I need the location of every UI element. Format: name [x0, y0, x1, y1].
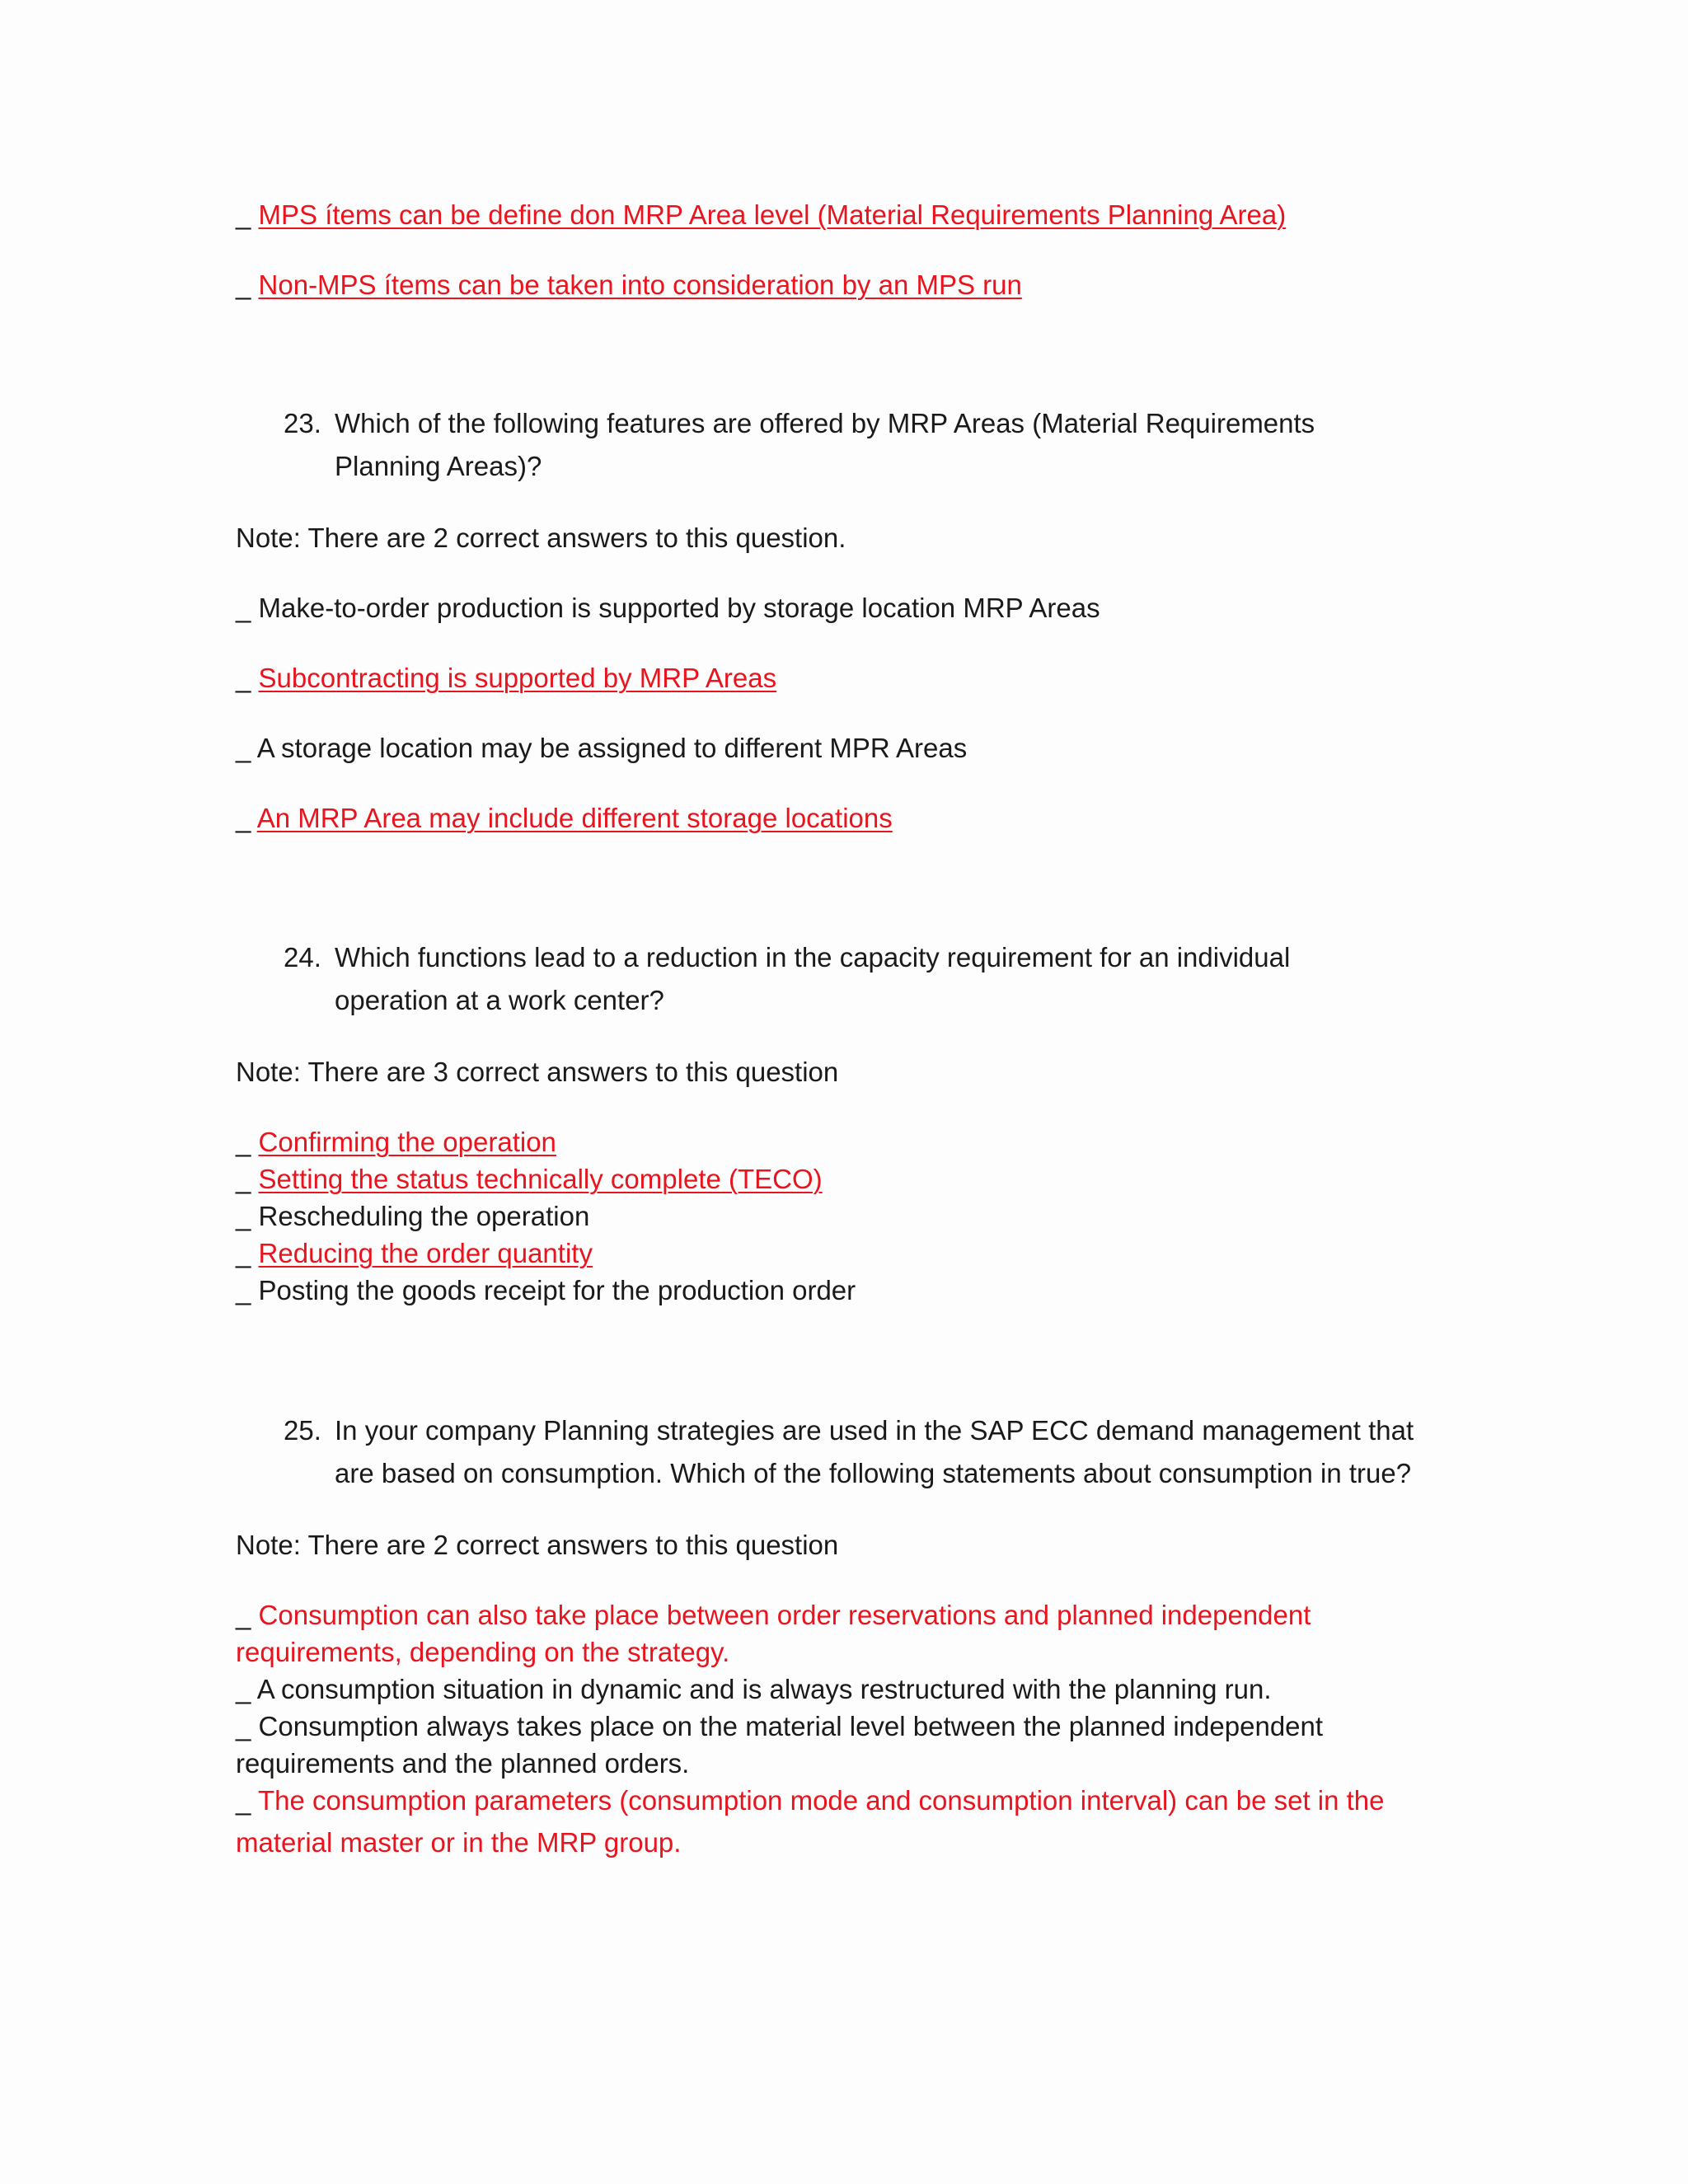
- question-text-line1: Which functions lead to a reduction in the capacity requirement for an individual: [335, 942, 1291, 972]
- question-number: 25.: [284, 1415, 321, 1446]
- question-note: Note: There are 2 correct answers to this question.: [236, 523, 846, 553]
- option-prefix: _: [236, 663, 259, 693]
- q23-option-3: [236, 729, 967, 766]
- q25-option-2: [236, 1671, 1272, 1708]
- option-text-correct: Setting the status technically complete (TECO): [258, 1164, 823, 1194]
- question-text-line2: operation at a work center?: [335, 985, 664, 1015]
- prev-option-2: [236, 266, 1022, 303]
- question-note: Note: There are 3 correct answers to this question: [236, 1057, 839, 1087]
- option-prefix: _: [236, 733, 257, 763]
- option-text: Posting the goods receipt for the production order: [258, 1275, 856, 1305]
- option-prefix: _: [236, 1275, 259, 1305]
- question-note: Note: There are 2 correct answers to this question: [236, 1530, 839, 1560]
- option-prefix: _: [236, 593, 259, 623]
- q23-option-4: [236, 799, 893, 837]
- option-text: A consumption situation in dynamic and is always restructured with the planning run.: [256, 1674, 1272, 1704]
- q25-option-3: [236, 1708, 1323, 1745]
- q25-option-1-continuation: requirements, depending on the strategy.: [236, 1637, 730, 1667]
- option-prefix: _: [236, 1600, 259, 1630]
- q24-option-4: [236, 1235, 593, 1272]
- option-text-correct: An MRP Area may include different storage locations: [256, 803, 893, 833]
- option-prefix: _: [236, 1785, 258, 1816]
- option-prefix: _: [236, 269, 259, 300]
- q24-option-2: [236, 1160, 823, 1197]
- option-text-correct: The consumption parameters (consumption mode and consumption interval) can be set in the: [257, 1785, 1385, 1816]
- q23-option-2: [236, 659, 776, 696]
- q24-option-1: [236, 1123, 556, 1160]
- question-text-line1: Which of the following features are offered by MRP Areas (Material Requirements: [335, 408, 1315, 438]
- q25-option-4-continuation: material master or in the MRP group.: [236, 1827, 682, 1858]
- option-prefix: _: [236, 1201, 259, 1231]
- question-number: 23.: [284, 408, 321, 438]
- q25-option-4: [236, 1782, 1385, 1819]
- q25-option-1: [236, 1596, 1311, 1633]
- option-text-correct: Reducing the order quantity: [258, 1238, 593, 1268]
- q25-option-3-continuation: requirements and the planned orders.: [236, 1748, 690, 1779]
- question-text-line2: are based on consumption. Which of the following statements about consumption in true?: [335, 1458, 1412, 1488]
- option-prefix: _: [236, 1238, 259, 1268]
- option-prefix: _: [236, 1127, 259, 1157]
- option-text-correct: Non-MPS ítems can be taken into consideration by an MPS run: [258, 269, 1022, 300]
- option-text: A storage location may be assigned to different MPR Areas: [256, 733, 968, 763]
- prev-option-1: [236, 196, 1286, 233]
- option-prefix: _: [236, 1674, 257, 1704]
- q23-option-1: [236, 589, 1100, 626]
- option-prefix: _: [236, 803, 257, 833]
- option-text-correct: Subcontracting is supported by MRP Areas: [258, 663, 777, 693]
- q24-option-5: [236, 1272, 856, 1309]
- q24-option-3: [236, 1197, 589, 1235]
- option-text-correct: Confirming the operation: [258, 1127, 556, 1157]
- option-prefix: _: [236, 1164, 259, 1194]
- question-text-line1: In your company Planning strategies are used in the SAP ECC demand management that: [335, 1415, 1414, 1446]
- option-text: Consumption always takes place on the material level between the planned independent: [258, 1711, 1324, 1741]
- option-prefix: _: [236, 1711, 259, 1741]
- option-text: Make-to-order production is supported by storage location MRP Areas: [258, 593, 1100, 623]
- option-text-correct: MPS ítems can be define don MRP Area level (Material Requirements Planning Area): [258, 199, 1287, 230]
- option-prefix: _: [236, 199, 259, 230]
- question-number: 24.: [284, 942, 321, 972]
- option-text-correct: Consumption can also take place between order reservations and planned independent: [258, 1600, 1311, 1630]
- question-text-line2: Planning Areas)?: [335, 451, 542, 481]
- option-text: Rescheduling the operation: [258, 1201, 590, 1231]
